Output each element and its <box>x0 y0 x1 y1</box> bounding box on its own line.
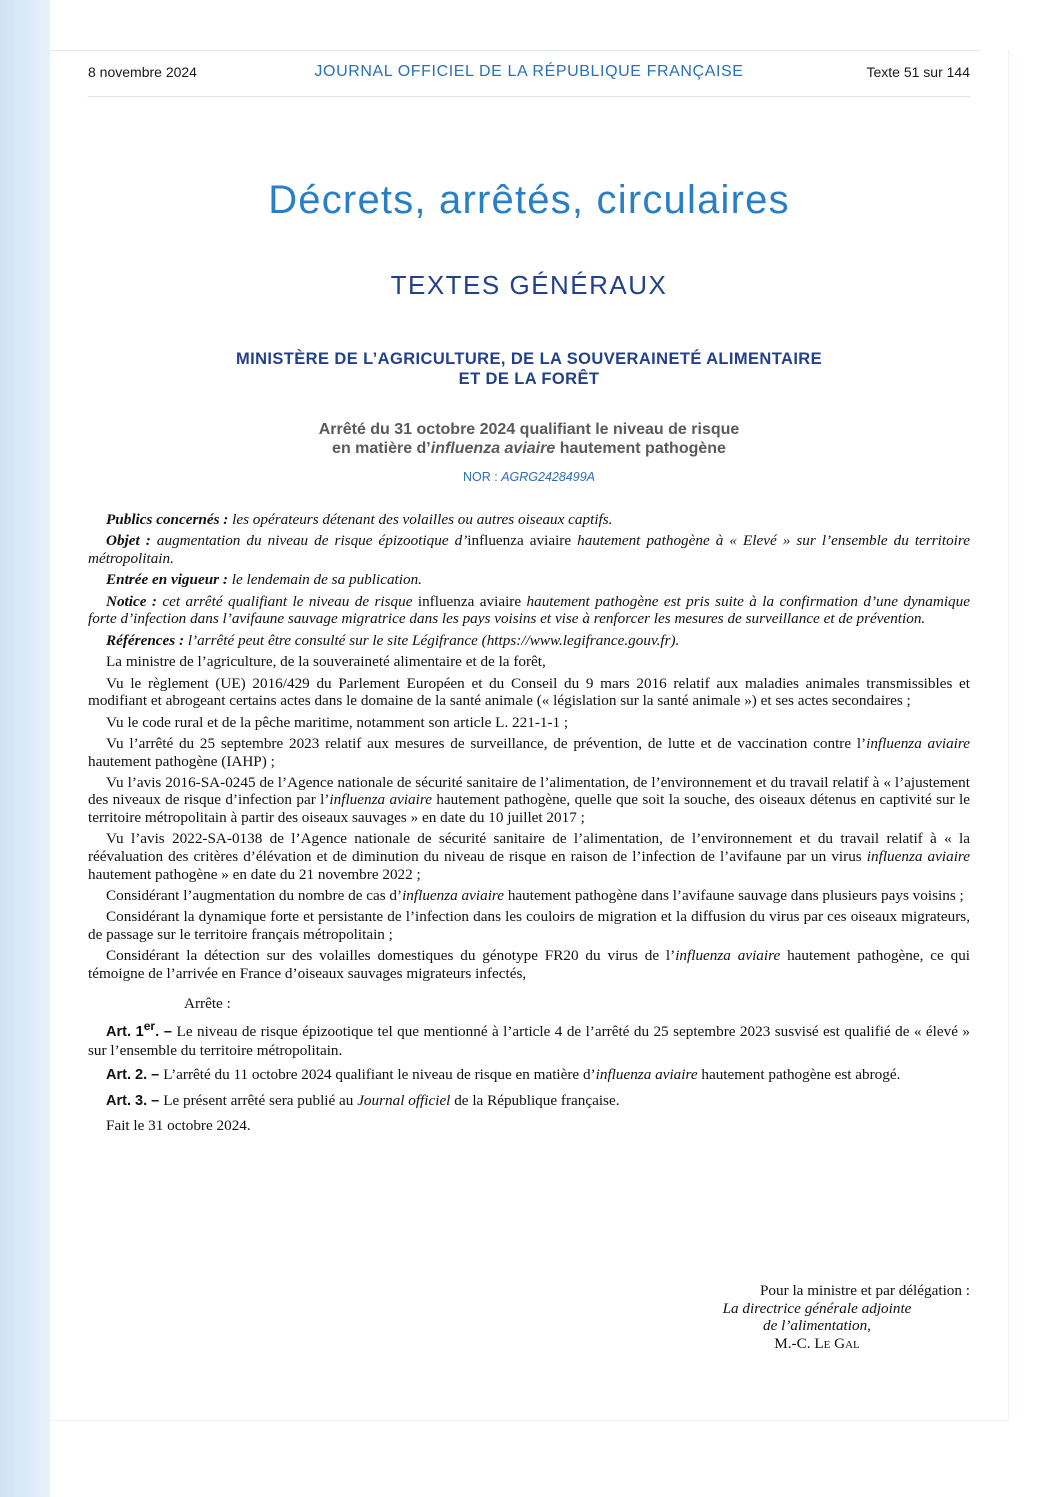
article-1 <box>88 1018 970 1059</box>
article-2-text-a: L’arrêté du 11 octobre 2024 qualifiant le niveau de risque en matière d’ <box>163 1066 596 1084</box>
page-margin-band <box>0 0 50 1497</box>
cons3-text-b: hautement pathogène, ce qui témoigne de l’arrivée en France d’oiseaux sauvages migrateurs infectés, <box>88 947 971 983</box>
cons3-italic: influenza aviaire <box>675 947 781 965</box>
header-journal-title: JOURNAL OFFICIEL DE LA RÉPUBLIQUE FRANÇAISE <box>314 63 744 80</box>
notice-text-2: hautement pathogène est pris suite à la confirmation d’une dynamique forte d’infection dans l’avifaune sauvage migratrice dans les pays voisins et vise à renforcer les mesures de surveillance et de prévention. <box>88 592 970 628</box>
ministry-line-2: ET DE LA FORÊT <box>458 370 600 388</box>
article-1-superscript: er <box>143 1019 156 1034</box>
signature-line-3: de l’alimentation, <box>763 1317 871 1335</box>
notice-paragraph <box>88 593 970 628</box>
vu4-text-a: Vu l’avis 2016-SA-0245 de l’Agence nationale de sécurité sanitaire de l’alimentation, de l’environnement et du travail relatif à « l’ajustement des niveaux de risque d’infection par l’ <box>88 773 970 809</box>
article-3 <box>88 1092 970 1111</box>
objet-text-1: augmentation du niveau de risque épizootique d’ <box>150 532 468 550</box>
vu-paragraph-4 <box>88 774 970 827</box>
references-label: Références : <box>106 631 185 649</box>
fait-le: Fait le 31 octobre 2024. <box>106 1117 251 1135</box>
section-title: Décrets, arrêtés, circulaires <box>268 178 790 222</box>
vu3-text-b: hautement pathogène (IAHP) ; <box>88 752 275 770</box>
article-1-text: Le niveau de risque épizootique tel que mentionné à l’article 4 de l’arrêté du 25 septembre 2023 susvisé est qualifié de « élevé » sur l’ensemble du territoire métropolitain. <box>88 1023 970 1059</box>
vu-paragraph-2: Vu le code rural et de la pêche maritime, notamment son article L. 221-1-1 ; <box>106 713 569 731</box>
header-divider <box>88 96 970 97</box>
signature-name: M.-C. Le Gal <box>774 1334 860 1352</box>
vu3-text-a: Vu l’arrêté du 25 septembre 2023 relatif aux mesures de surveillance, de prévention, de lutte et de vaccination contre l’ <box>106 734 867 752</box>
arrete-title-line-1: Arrêté du 31 octobre 2024 qualifiant le niveau de risque <box>318 421 740 438</box>
nor-code: AGRG2428499A <box>501 470 595 484</box>
entree-label: Entrée en vigueur : <box>106 571 228 589</box>
signature-line-2: La directrice générale adjointe <box>722 1299 912 1317</box>
publics-paragraph <box>88 511 970 529</box>
header-text-number: Texte 51 sur 144 <box>866 64 970 80</box>
page-frame-right <box>1008 50 1009 1420</box>
objet-text-2: hautement pathogène à « Elevé » sur l’ensemble du territoire métropolitain. <box>88 532 970 567</box>
objet-roman: influenza aviaire <box>467 532 572 550</box>
vu4-italic: influenza aviaire <box>329 791 432 809</box>
entree-paragraph <box>88 571 970 589</box>
objet-paragraph <box>88 532 970 567</box>
nor-reference <box>0 470 1058 484</box>
arrete-title-line-2 <box>0 439 1058 458</box>
article-1-dash: . – <box>155 1024 177 1041</box>
notice-block <box>88 511 970 649</box>
article-2-text-b: hautement pathogène est abrogé. <box>697 1066 901 1084</box>
article-2 <box>88 1066 970 1085</box>
article-1-number <box>106 1019 177 1041</box>
vu3-italic: influenza aviaire <box>866 734 970 752</box>
cons3-text-a: Considérant la détection sur des volailles domestiques du génotype FR20 du virus de l’ <box>106 947 676 965</box>
vu5-text-b: hautement pathogène » en date du 21 novembre 2022 ; <box>88 865 421 883</box>
signature-line-1: Pour la ministre et par délégation : <box>759 1282 970 1299</box>
publics-label: Publics concernés : <box>106 511 229 528</box>
article-1-label: Art. 1 <box>106 1024 144 1041</box>
ministry-line-1: MINISTÈRE DE L’AGRICULTURE, DE LA SOUVERAINETÉ ALIMENTAIRE <box>235 350 823 368</box>
article-3-text-b: de la République française. <box>450 1091 620 1109</box>
vu-paragraph-3 <box>88 735 970 770</box>
cons1-text-a: Considérant l’augmentation du nombre de cas d’ <box>106 887 403 905</box>
notice-roman: influenza aviaire <box>417 592 522 610</box>
arrete-title-suffix: hautement pathogène <box>555 440 726 457</box>
notice-label: Notice : <box>106 592 157 610</box>
nor-label: NOR : <box>462 470 502 484</box>
vu4-text-b: hautement pathogène, quelle que soit la souche, des oiseaux détenus en captivité sur le territoire métropolitain à partir des oiseaux sauvages » en date du 10 juillet 2017 ; <box>88 791 970 827</box>
arrete-title-italic: influenza aviaire <box>430 440 556 457</box>
vu-paragraph-5 <box>88 830 970 883</box>
arrete-label: Arrête : <box>184 994 231 1012</box>
page-frame-bottom <box>50 1420 1008 1421</box>
document-body <box>88 511 970 1139</box>
entree-text: le lendemain de sa publication. <box>227 571 422 589</box>
cons1-text-b: hautement pathogène dans l’avifaune sauvage dans plusieurs pays voisins ; <box>504 887 964 905</box>
publics-text: les opérateurs détenant des volailles ou autres oiseaux captifs. <box>228 511 613 528</box>
considerant-paragraph-3 <box>88 947 970 982</box>
arrete-title <box>0 420 1058 458</box>
arrete-title-prefix: en matière d’ <box>332 440 431 457</box>
minister-paragraph: La ministre de l’agriculture, de la souveraineté alimentaire et de la forêt, <box>106 653 546 671</box>
references-text: l’arrêté peut être consulté sur le site Légifrance (https://www.legifrance.gouv.fr). <box>184 631 680 649</box>
objet-label: Objet : <box>106 532 151 550</box>
article-3-italic: Journal officiel <box>357 1091 451 1109</box>
notice-text-1: cet arrêté qualifiant le niveau de risque <box>156 592 418 610</box>
header-date: 8 novembre 2024 <box>88 64 197 80</box>
article-2-italic: influenza aviaire <box>595 1066 698 1084</box>
subsection-title: TEXTES GÉNÉRAUX <box>390 270 668 300</box>
signature-block <box>640 1282 970 1352</box>
references-paragraph <box>88 632 970 650</box>
vu5-italic: influenza aviaire <box>866 848 970 866</box>
cons1-italic: influenza aviaire <box>402 887 505 905</box>
ministry-name <box>0 349 1058 389</box>
page-frame-top <box>50 50 980 51</box>
article-2-number: Art. 2. – <box>106 1067 164 1084</box>
considerant-paragraph-2: Considérant la dynamique forte et persistante de l’infection dans les couloirs de migration et la diffusion du virus par ces oiseaux migrateurs, de passage sur le territoire français métropolitain ; <box>88 908 970 944</box>
article-3-number: Art. 3. – <box>106 1092 164 1109</box>
vu5-text-a: Vu l’avis 2022-SA-0138 de l’Agence nationale de sécurité sanitaire de l’alimentation, de l’environnement et du travail relatif à « la réévaluation des critères d’élévation et de diminution du niveau de risque en raison de l’infection de l’avifaune par un virus <box>88 830 970 866</box>
article-3-text-a: Le présent arrêté sera publié au <box>163 1091 358 1109</box>
page-header <box>88 63 970 83</box>
considerant-paragraph-1 <box>88 887 970 905</box>
vu-paragraph-1: Vu le règlement (UE) 2016/429 du Parlement Européen et du Conseil du 9 mars 2016 relatif aux maladies animales transmissibles et modifiant et abrogeant certains actes dans le domaine de la santé animale (« législation sur la santé animale ») et ses actes secondaires ; <box>88 674 970 710</box>
